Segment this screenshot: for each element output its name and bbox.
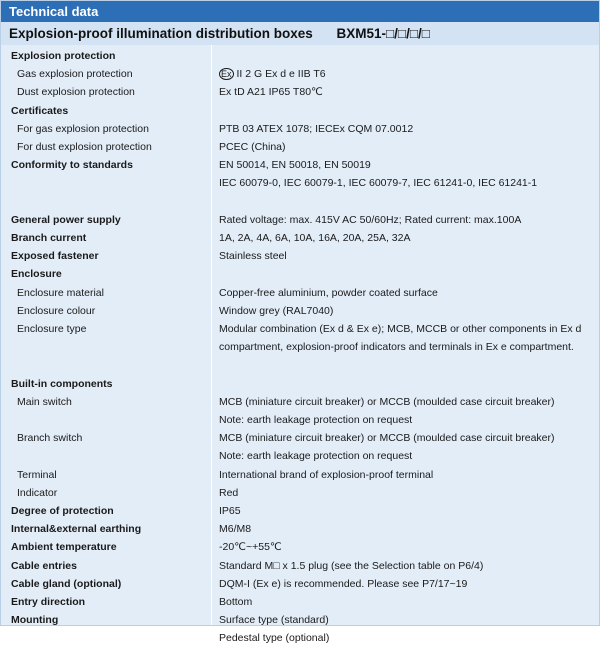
spec-row — [1, 338, 599, 356]
spec-value — [219, 250, 287, 262]
spec-value — [219, 414, 412, 426]
spec-value — [219, 159, 371, 171]
spec-value — [219, 560, 483, 572]
spec-value-text: II 2 G Ex d e IIB T6 — [236, 68, 326, 81]
spec-value — [219, 632, 329, 644]
spec-value — [219, 214, 521, 226]
spec-value — [219, 323, 581, 335]
spec-label: Cable entries — [11, 559, 77, 572]
spec-row — [1, 120, 599, 138]
spec-value-text: Copper-free aluminium, powder coated surface — [219, 286, 438, 299]
spec-label: Built-in components — [11, 377, 113, 390]
spec-row — [1, 520, 599, 538]
spec-row — [1, 193, 599, 211]
spec-value — [219, 432, 555, 444]
spec-value-text: Rated voltage: max. 415V AC 50/60Hz; Rated current: max.100A — [219, 213, 522, 226]
spec-label: Exposed fastener — [11, 250, 99, 263]
spec-value — [219, 141, 286, 153]
spec-value-text: Surface type (standard) — [219, 614, 329, 627]
spec-row — [1, 211, 599, 229]
spec-row — [1, 502, 599, 520]
spec-value-text: 1A, 2A, 4A, 6A, 10A, 16A, 20A, 25A, 32A — [219, 232, 411, 244]
spec-value-text: DQM-I (Ex e) is recommended. Please see P7/17~19 — [219, 577, 468, 590]
spec-label: For gas explosion protection — [17, 122, 149, 135]
spec-row — [1, 557, 599, 575]
spec-row — [1, 593, 599, 611]
spec-row — [1, 174, 599, 192]
spec-value — [219, 541, 282, 553]
spec-value-text: Ex tD A21 IP65 T80℃ — [219, 86, 323, 99]
spec-row — [1, 429, 599, 447]
spec-value-text: EN 50014, EN 50018, EN 50019 — [219, 159, 371, 172]
spec-label: Degree of protection — [11, 505, 114, 517]
spec-row — [1, 320, 599, 338]
spec-table — [1, 45, 599, 645]
product-model: BXM51-□/□/□/□ — [336, 26, 430, 41]
spec-value — [219, 232, 410, 244]
spec-row — [1, 265, 599, 283]
spec-label: Mounting — [11, 614, 59, 627]
section-title: Technical data — [1, 1, 599, 22]
spec-value — [219, 177, 537, 189]
spec-label: Conformity to standards — [11, 159, 133, 172]
ex-mark-icon: Ex — [221, 69, 232, 80]
spec-label: Enclosure colour — [17, 304, 96, 317]
spec-label: Enclosure type — [17, 323, 87, 335]
product-heading — [1, 22, 599, 45]
spec-row — [1, 393, 599, 411]
product-name: Explosion-proof illumination distribution boxes — [9, 26, 313, 41]
spec-row — [1, 65, 599, 83]
spec-row — [1, 375, 599, 393]
spec-value — [219, 305, 333, 317]
spec-value-text: MCB (miniature circuit breaker) or MCCB (moulded case circuit breaker) — [219, 432, 555, 445]
spec-value-text: Bottom — [219, 596, 253, 608]
spec-value-text: IP65 — [219, 505, 241, 517]
spec-label: Terminal — [17, 468, 57, 481]
spec-value-text: Pedestal type (optional) — [219, 632, 330, 645]
spec-label: Dust explosion protection — [17, 86, 135, 99]
spec-value — [219, 86, 323, 98]
spec-value — [219, 341, 574, 353]
spec-label: Enclosure — [11, 268, 62, 281]
spec-value — [219, 287, 438, 299]
spec-row — [1, 247, 599, 265]
spec-label: Enclosure material — [17, 286, 104, 299]
spec-value — [219, 596, 252, 608]
spec-value — [219, 578, 467, 590]
spec-row — [1, 538, 599, 556]
spec-value-text: IEC 60079-0, IEC 60079-1, IEC 60079-7, IEC 61241-0, IEC 61241-1 — [219, 177, 538, 190]
spec-row — [1, 447, 599, 465]
spec-label: Internal&external earthing — [11, 523, 142, 536]
spec-row — [1, 356, 599, 374]
spec-value — [219, 450, 412, 462]
spec-row — [1, 229, 599, 247]
spec-value-text: PTB 03 ATEX 1078; IECEx CQM 07.0012 — [219, 122, 414, 135]
spec-row — [1, 629, 599, 647]
spec-value-text: International brand of explosion-proof terminal — [219, 468, 434, 481]
spec-row — [1, 138, 599, 156]
spec-row — [1, 302, 599, 320]
spec-label: Entry direction — [11, 596, 86, 608]
spec-value-text: Modular combination (Ex d & Ex e); MCB, MCCB or other components in Ex d — [219, 323, 582, 335]
spec-value — [219, 469, 433, 481]
spec-value — [219, 505, 241, 517]
spec-value — [219, 614, 329, 626]
spec-row — [1, 575, 599, 593]
spec-value-text: MCB (miniature circuit breaker) or MCCB (moulded case circuit breaker) — [219, 395, 555, 408]
spec-row — [1, 284, 599, 302]
spec-label: For dust explosion protection — [17, 141, 152, 153]
spec-label: Main switch — [17, 395, 72, 408]
spec-value-text: PCEC (China) — [219, 141, 286, 153]
spec-label: Indicator — [17, 486, 58, 499]
spec-value-text: Window grey (RAL7040) — [219, 304, 334, 317]
spec-row — [1, 611, 599, 629]
spec-value — [219, 487, 238, 499]
spec-value-text: Standard M□ x 1.5 plug (see the Selection table on P6/4) — [219, 559, 484, 572]
spec-row — [1, 156, 599, 174]
spec-value-text: Note: earth leakage protection on request — [219, 450, 413, 463]
spec-value-text: compartment, explosion-proof indicators and terminals in Ex e compartment. — [219, 341, 574, 354]
spec-value-text: Red — [219, 486, 239, 499]
spec-value-text: M6/M8 — [219, 523, 252, 536]
spec-label: Certificates — [11, 104, 69, 117]
spec-row — [1, 47, 599, 65]
spec-value-text: Stainless steel — [219, 250, 287, 263]
spec-value — [219, 123, 413, 135]
spec-value-text: -20℃~+55℃ — [219, 541, 282, 554]
spec-value-text: Note: earth leakage protection on request — [219, 414, 413, 426]
spec-label: Ambient temperature — [11, 541, 117, 554]
spec-value — [219, 68, 326, 80]
spec-label: General power supply — [11, 213, 121, 226]
spec-value — [219, 523, 251, 535]
spec-label: Cable gland (optional) — [11, 577, 122, 590]
spec-value — [219, 396, 555, 408]
spec-label: Explosion protection — [11, 50, 116, 62]
spec-label: Branch switch — [17, 432, 83, 445]
spec-label: Gas explosion protection — [17, 68, 133, 81]
spec-row — [1, 466, 599, 484]
spec-row — [1, 411, 599, 429]
spec-row — [1, 102, 599, 120]
spec-label: Branch current — [11, 232, 87, 244]
spec-row — [1, 83, 599, 101]
spec-row — [1, 484, 599, 502]
